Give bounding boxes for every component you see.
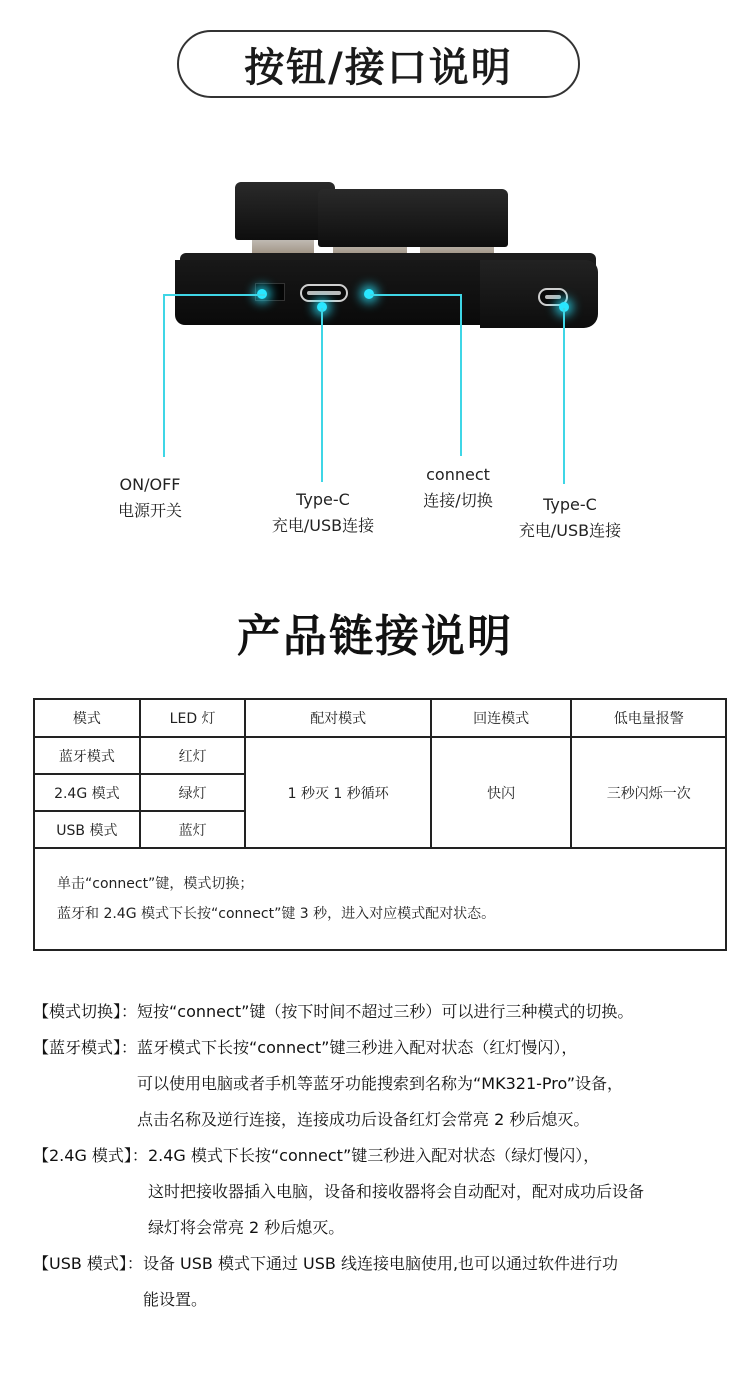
table-note-line: 单击“connect”键，模式切换；	[57, 876, 254, 892]
callout-line-connect	[460, 294, 462, 456]
callout-text: 充电/USB连接	[271, 516, 375, 535]
type-c-port-front	[300, 284, 348, 302]
table-cell-pairing: 1 秒灭 1 秒循环	[245, 737, 430, 848]
callout-label-connect	[408, 462, 508, 514]
section-title: 产品链接说明	[237, 611, 513, 662]
explanation-body	[137, 994, 733, 1030]
table-header-cell: 模式	[34, 699, 140, 737]
callout-text: 充电/USB连接	[518, 521, 622, 540]
keypad-illustration	[0, 175, 750, 365]
mode-explanations	[33, 994, 733, 1318]
explanation-item	[33, 1246, 733, 1318]
explanation-line: 2.4G 模式下长按“connect”键三秒进入配对状态（绿灯慢闪），	[147, 1146, 600, 1165]
callout-label-side-typec	[505, 492, 635, 544]
callout-line-side-typec	[563, 308, 565, 484]
table-header-cell: LED 灯	[140, 699, 246, 737]
table-header-cell: 低电量报警	[571, 699, 726, 737]
explanation-tag: 【2.4G 模式】：	[33, 1146, 148, 1165]
table-cell-low-battery: 三秒闪烁一次	[571, 737, 726, 848]
table-cell-mode: 2.4G 模式	[34, 774, 140, 811]
callout-label-typec	[258, 487, 388, 539]
table-cell-reconnect: 快闪	[431, 737, 572, 848]
explanation-tag: 【USB 模式】：	[33, 1254, 143, 1273]
callout-text: connect	[426, 465, 490, 484]
callout-text: 电源开关	[117, 501, 182, 520]
explanation-line: 设备 USB 模式下通过 USB 线连接电脑使用,也可以通过软件进行功	[142, 1254, 619, 1273]
callout-line-connect	[370, 294, 462, 296]
table-cell-led: 绿灯	[140, 774, 246, 811]
callout-text: 连接/切换	[423, 491, 493, 510]
table-notes-row	[34, 848, 726, 950]
table-header-row	[34, 699, 726, 737]
explanation-body	[143, 1246, 733, 1318]
callout-text: Type-C	[296, 490, 350, 509]
explanation-line: 短按“connect”键（按下时间不超过三秒）可以进行三种模式的切换。	[137, 1002, 634, 1021]
table-note-line: 蓝牙和 2.4G 模式下长按“connect”键 3 秒，进入对应模式配对状态。	[57, 906, 496, 922]
explanation-line: 能设置。	[142, 1290, 207, 1309]
explanation-body	[137, 1030, 733, 1138]
explanation-body	[148, 1138, 733, 1246]
callout-text: ON/OFF	[119, 475, 181, 494]
table-header-cell: 回连模式	[431, 699, 572, 737]
explanation-line: 绿灯将会常亮 2 秒后熄灭。	[147, 1218, 345, 1237]
callout-line-typec	[321, 308, 323, 482]
explanation-tag: 【模式切换】：	[33, 1002, 138, 1021]
keycap	[404, 189, 508, 247]
table-cell-mode: USB 模式	[34, 811, 140, 848]
explanation-line: 蓝牙模式下长按“connect”键三秒进入配对状态（红灯慢闪），	[137, 1038, 578, 1057]
table-row	[34, 737, 726, 774]
callout-label-power	[100, 472, 200, 524]
explanation-item	[33, 1030, 733, 1138]
callout-text: Type-C	[543, 495, 597, 514]
explanation-line: 这时把接收器插入电脑，设备和接收器将会自动配对，配对成功后设备	[147, 1182, 644, 1201]
page-title: 按钮/接口说明	[177, 30, 580, 98]
table-cell-led: 蓝灯	[140, 811, 246, 848]
keycap	[318, 189, 418, 247]
explanation-line: 点击名称及逆行连接，连接成功后设备红灯会常亮 2 秒后熄灭。	[137, 1110, 590, 1129]
explanation-item	[33, 1138, 733, 1246]
table-header-cell: 配对模式	[245, 699, 430, 737]
mode-table	[33, 698, 727, 951]
table-cell-led: 红灯	[140, 737, 246, 774]
explanation-tag: 【蓝牙模式】：	[33, 1038, 138, 1057]
table-cell-mode: 蓝牙模式	[34, 737, 140, 774]
callout-line-power	[163, 294, 265, 296]
explanation-line: 可以使用电脑或者手机等蓝牙功能搜索到名称为“MK321-Pro”设备，	[137, 1074, 624, 1093]
callout-line-power	[163, 294, 165, 457]
explanation-item	[33, 994, 733, 1030]
table-notes	[34, 848, 726, 950]
